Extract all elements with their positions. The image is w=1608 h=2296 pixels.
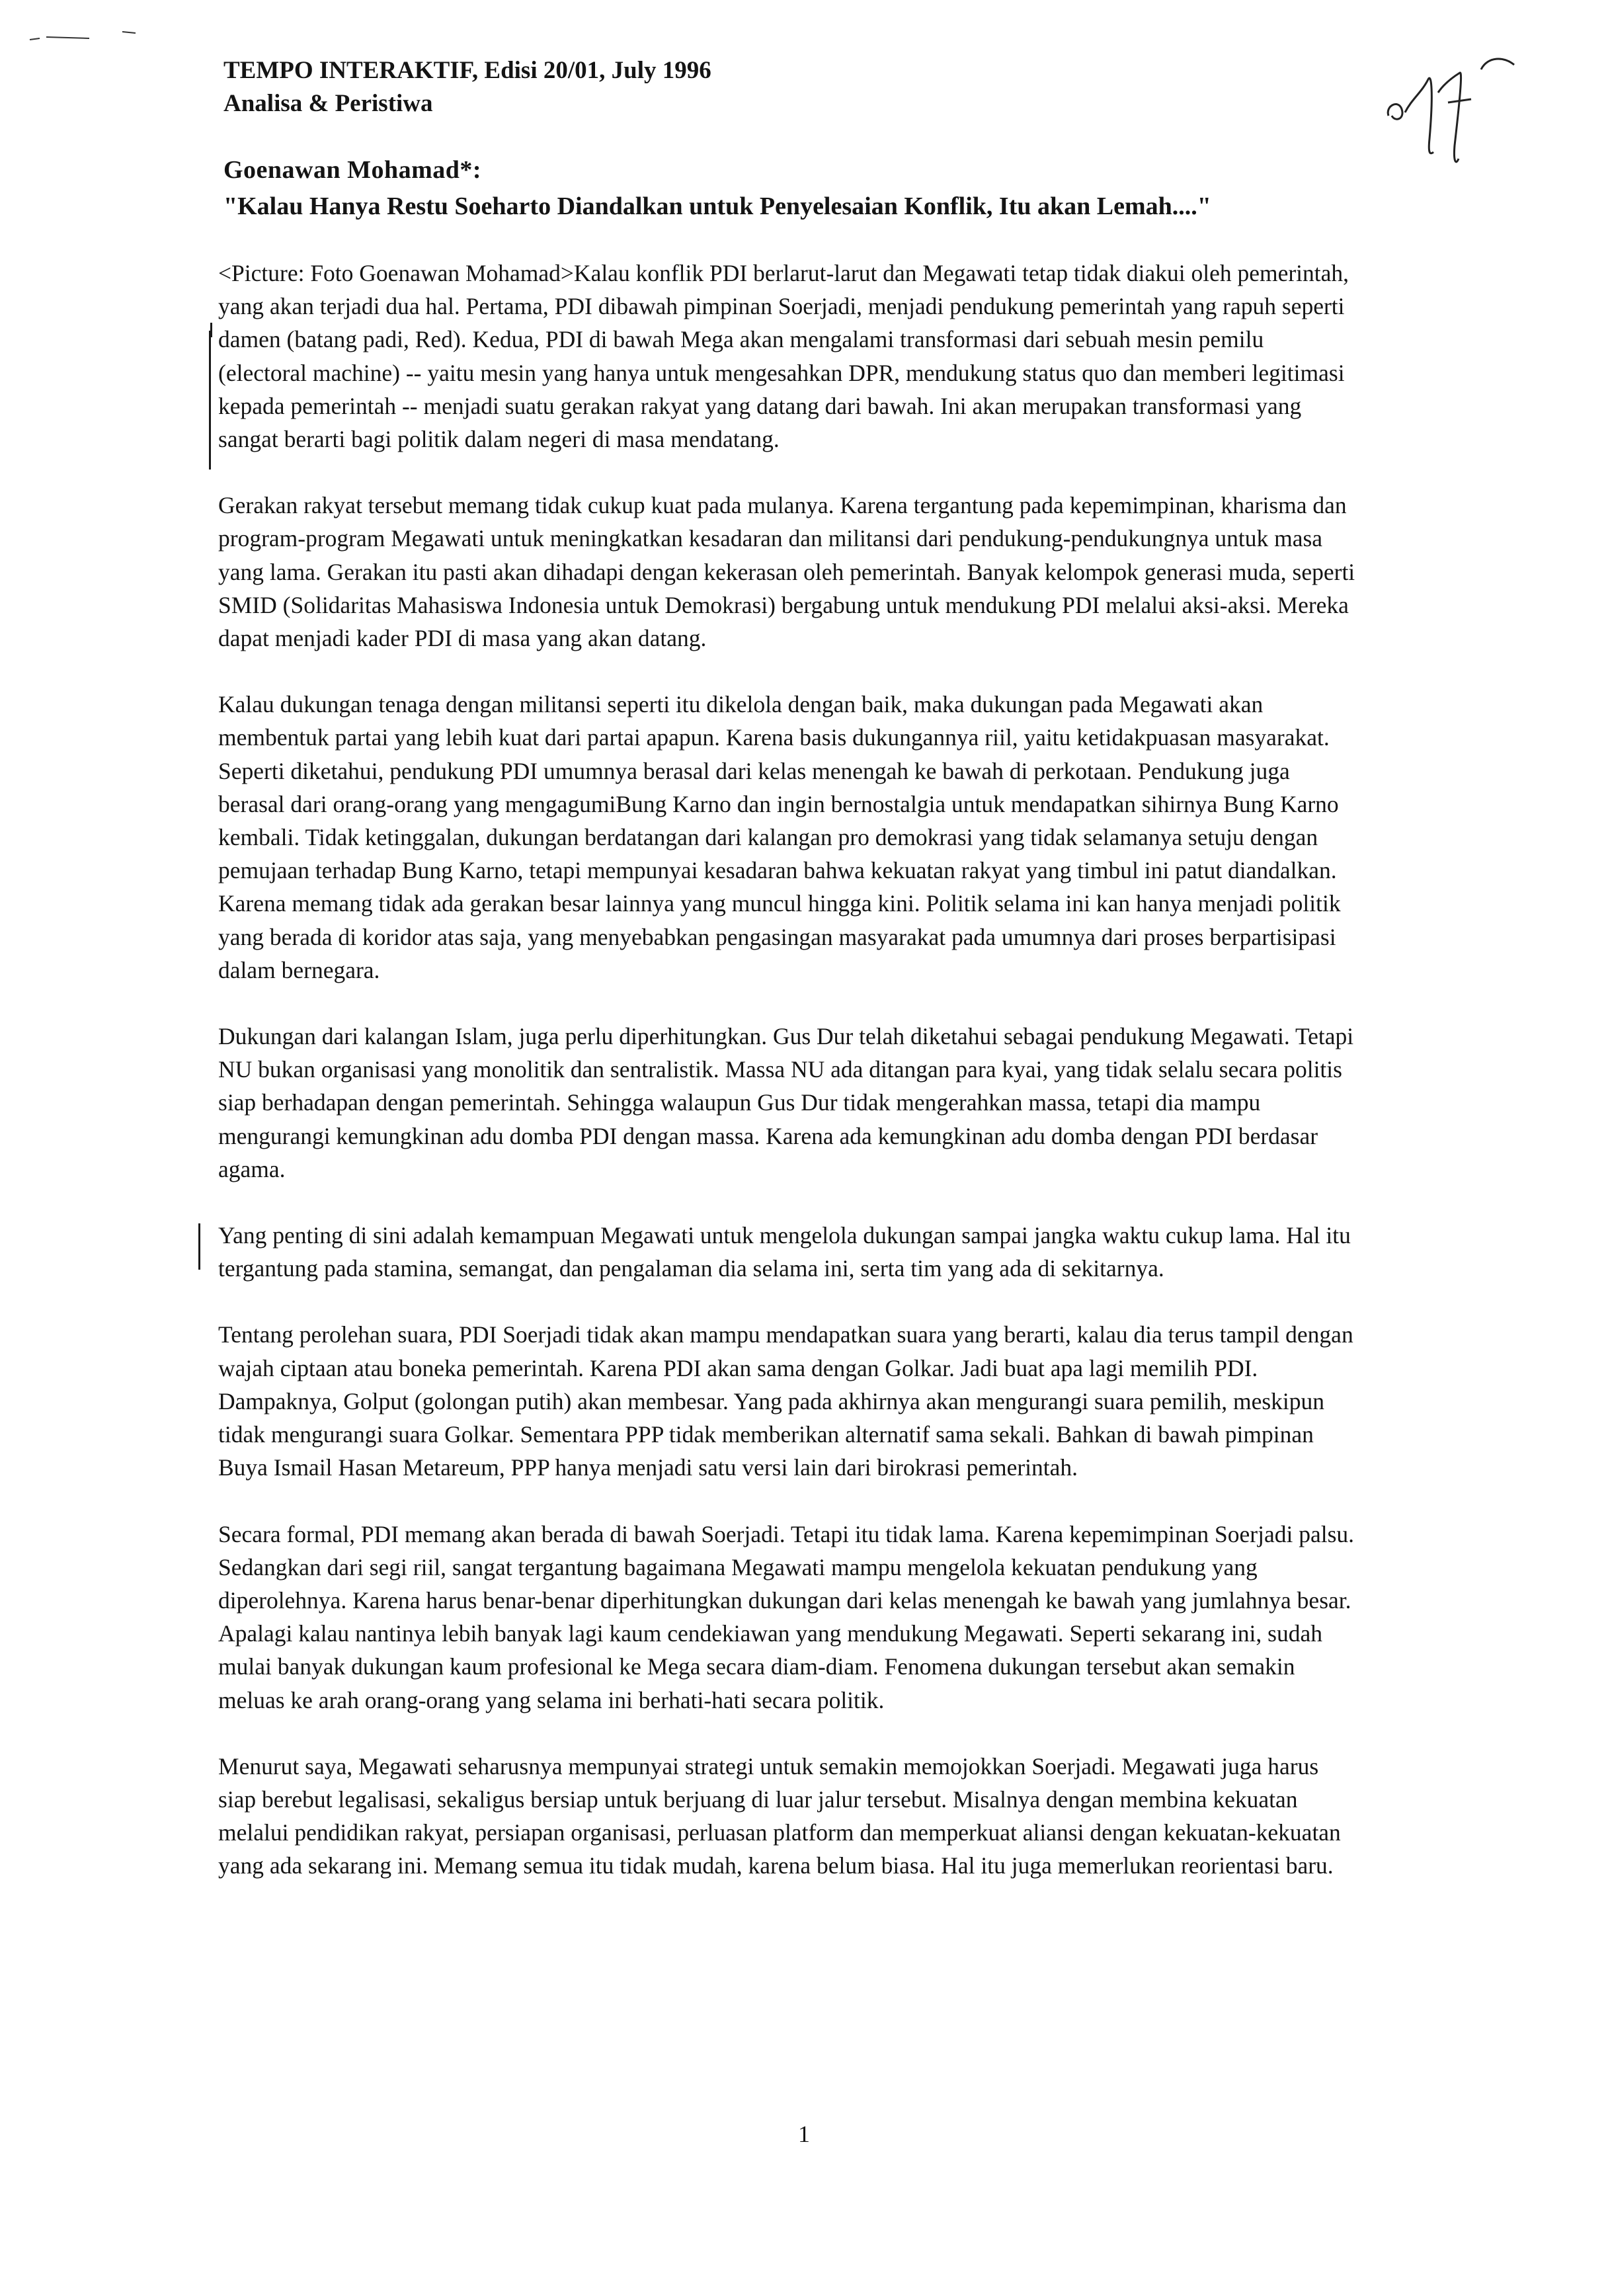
margin-bracket-mark	[209, 331, 211, 470]
paragraph-8: Menurut saya, Megawati seharusnya mempunyai strategi untuk semakin memojokkan Soerjadi. Megawati juga harus siap berebut legalisasi, sekaligus bersiap untuk berjuang di luar jalur tersebut. Misalnya dengan membina kekuatan melalui pendidikan rakyat, persiapan organisasi, perluasan platform dan memperkuat aliansi dengan kekuatan-kekuatan yang ada sekarang ini. Memang semua itu tidak mudah, karena belum biasa. Hal itu juga memerlukan reorientasi baru.	[218, 1752, 1341, 1879]
margin-tick-mark	[210, 323, 212, 337]
document-header	[223, 54, 1381, 120]
paragraph-4: Dukungan dari kalangan Islam, juga perlu diperhitungkan. Gus Dur telah diketahui sebagai pendukung Megawati. Tetapi NU bukan organisasi yang monolitik dan sentralistik. Massa NU ada ditangan para kyai, yang tidak selalu secara politis siap berhadapan dengan pemerintah. Sehingga walaupun Gus Dur tidak mengerahkan massa, tetapi dia mampu mengurangi kemungkinan adu domba PDI dengan massa. Karena ada kemungkinan adu domba dengan PDI berdasar agama.	[218, 1023, 1354, 1182]
publication-line: TEMPO INTERAKTIF, Edisi 20/01, July 1996	[223, 57, 711, 84]
paragraph-7: Secara formal, PDI memang akan berada di bawah Soerjadi. Tetapi itu tidak lama. Karena kepemimpinan Soerjadi palsu. Sedangkan dari segi riil, sangat tergantung bagaimana Megawati mampu mengelola kekuatan pendukung yang diperolehnya. Karena harus benar-benar diperhitungkan dukungan dari kelas menengah ke bawah yang jumlahnya besar. Apalagi kalau nantinya lebih banyak lagi kaum cendekiawan yang mendukung Megawati. Seperti sekarang ini, sudah mulai banyak dukungan kaum profesional ke Mega secara diam-diam. Fenomena dukungan tersebut akan semakin meluas ke arah orang-orang yang selama ini berhati-hati secara politik.	[218, 1520, 1355, 1713]
scan-artifact-mark	[26, 26, 145, 46]
paragraph-1: <Picture: Foto Goenawan Mohamad>Kalau konflik PDI berlarut-larut dan Megawati tetap tidak diakui oleh pemerintah, yang akan terjadi dua hal. Pertama, PDI dibawah pimpinan Soerjadi, menjadi pendukung pemerintah yang rapuh seperti damen (batang padi, Red). Kedua, PDI di bawah Mega akan mengalami transformasi dari sebuah mesin pemilu (electoral machine) -- yaitu mesin yang hanya untuk mengesahkan DPR, mendukung status quo dan memberi legitimasi kepada pemerintah -- menjadi suatu gerakan rakyat yang datang dari bawah. Ini akan merupakan transformasi yang sangat berarti bagi politik dalam negeri di masa mendatang.	[218, 260, 1349, 453]
article-author: Goenawan Mohamad*:	[223, 156, 482, 184]
margin-bracket-mark-2	[198, 1223, 200, 1270]
article-body	[218, 257, 1355, 1916]
paragraph-6: Tentang perolehan suara, PDI Soerjadi tidak akan mampu mendapatkan suara yang berarti, kalau dia terus tampil dengan wajah ciptaan atau boneka pemerintah. Karena PDI akan sama dengan Golkar. Jadi buat apa lagi memilih PDI. Dampaknya, Golput (golongan putih) akan membesar. Yang pada akhirnya akan mengurangi suara pemilih, meskipun tidak mengurangi suara Golkar. Sementara PPP tidak memberikan alternatif sama sekali. Bahkan di bawah pimpinan Buya Ismail Hasan Metareum, PPP hanya menjadi satu versi lain dari birokrasi pemerintah.	[218, 1321, 1353, 1481]
page-number: 1	[798, 2121, 810, 2147]
paragraph-3: Kalau dukungan tenaga dengan militansi seperti itu dikelola dengan baik, maka dukungan pada Megawati akan membentuk partai yang lebih kuat dari partai apapun. Karena basis dukungannya riil, yaitu ketidakpuasan masyarakat. Seperti diketahui, pendukung PDI umumnya berasal dari kelas menengah ke bawah di perkotaan. Pendukung juga berasal dari orang-orang yang mengagumiBung Karno dan ingin bernostalgia untuk mendapatkan sihirnya Bung Karno kembali. Tidak ketinggalan, dukungan berdatangan dari kalangan pro demokrasi yang tidak selamanya setuju dengan pemujaan terhadap Bung Karno, tetapi mempunyai kesadaran bahwa kekuatan rakyat yang timbul ini patut diandalkan. Karena memang tidak ada gerakan besar lainnya yang muncul hingga kini. Politik selama ini kan hanya menjadi politik yang berada di koridor atas saja, yang menyebabkan pengasingan masyarakat pada umumnya dari proses berpartisipasi dalam bernegara.	[218, 691, 1341, 983]
section-line: Analisa & Peristiwa	[223, 90, 433, 117]
article-headline: "Kalau Hanya Restu Soeharto Diandalkan untuk Penyelesaian Konflik, Itu akan Lemah...."	[223, 192, 1211, 220]
article-title-block	[223, 152, 1414, 225]
paragraph-5: Yang penting di sini adalah kemampuan Megawati untuk mengelola dukungan sampai jangka waktu cukup lama. Hal itu tergantung pada stamina, semangat, dan pengalaman dia selama ini, serta tim yang ada di sekitarnya.	[218, 1222, 1351, 1282]
paragraph-2: Gerakan rakyat tersebut memang tidak cukup kuat pada mulanya. Karena tergantung pada kepemimpinan, kharisma dan program-program Megawati untuk meningkatkan kesadaran dan militansi dari pendukung-pendukungnya untuk masa yang lama. Gerakan itu pasti akan dihadapi dengan kekerasan oleh pemerintah. Banyak kelompok generasi muda, seperti SMID (Solidaritas Mahasiswa Indonesia untuk Demokrasi) bergabung untuk mendukung PDI melalui aksi-aksi. Mereka dapat menjadi kader PDI di masa yang akan datang.	[218, 492, 1355, 652]
